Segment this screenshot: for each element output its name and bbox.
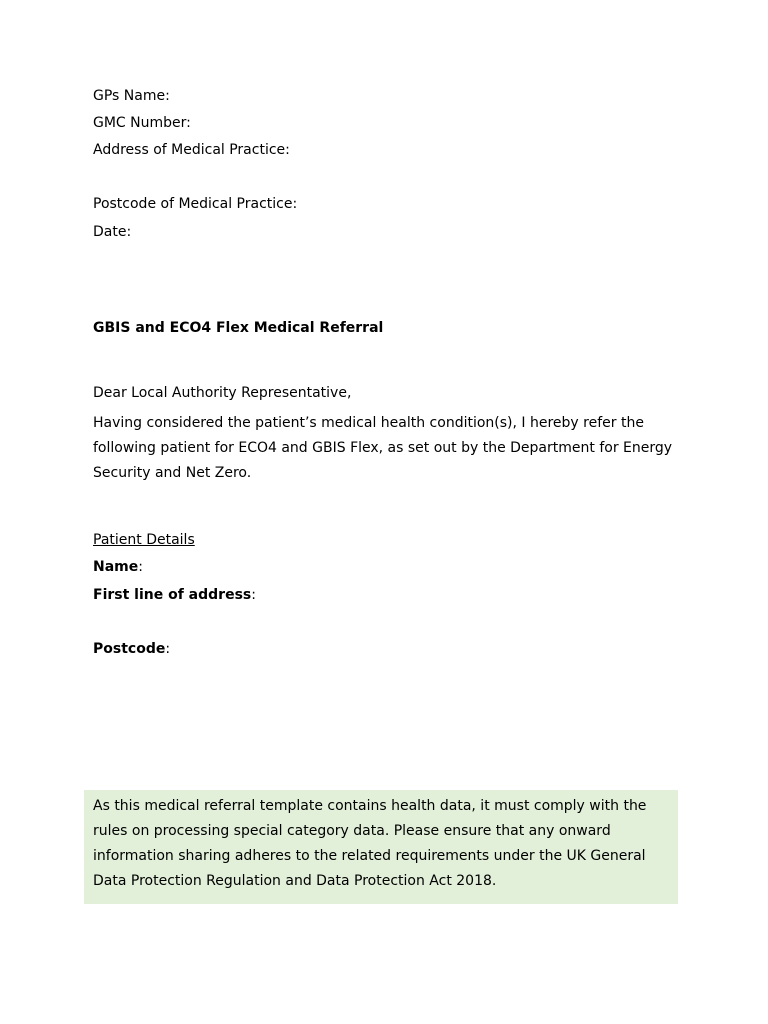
patient-name-label: Name: [93, 559, 139, 575]
colon: :: [251, 587, 256, 603]
practice-postcode-field: Postcode of Medical Practice:: [93, 196, 298, 212]
salutation: Dear Local Authority Representative,: [93, 385, 352, 401]
body-paragraph: Having considered the patient’s medical health condition(s), I hereby refer the following patient for ECO4 and GBIS Flex, as set out by the Department for Energy Security and Net Zero.: [93, 415, 673, 481]
patient-name-field: [93, 558, 143, 576]
patient-address-label: First line of address: [93, 587, 252, 603]
gp-name-field: GPs Name:: [93, 88, 170, 104]
patient-address-field: [93, 586, 256, 604]
colon: :: [165, 641, 171, 657]
patient-postcode-label: Postcode: [93, 641, 166, 657]
notice-text: As this medical referral template contains health data, it must comply with the rules on processing special category data. Please ensure that any onward information sharing adheres to the related requirements under the UK General Data Protection Regulation and Data Protection Act 2018.: [93, 798, 647, 889]
patient-details-heading: Patient Details: [93, 532, 195, 548]
patient-postcode-field: [93, 640, 170, 658]
data-protection-notice: [84, 790, 678, 904]
date-field: Date:: [93, 224, 132, 240]
colon: :: [138, 559, 143, 575]
practice-address-field: Address of Medical Practice:: [93, 142, 290, 158]
gmc-number-field: GMC Number:: [93, 115, 191, 131]
document-title: GBIS and ECO4 Flex Medical Referral: [93, 320, 384, 336]
